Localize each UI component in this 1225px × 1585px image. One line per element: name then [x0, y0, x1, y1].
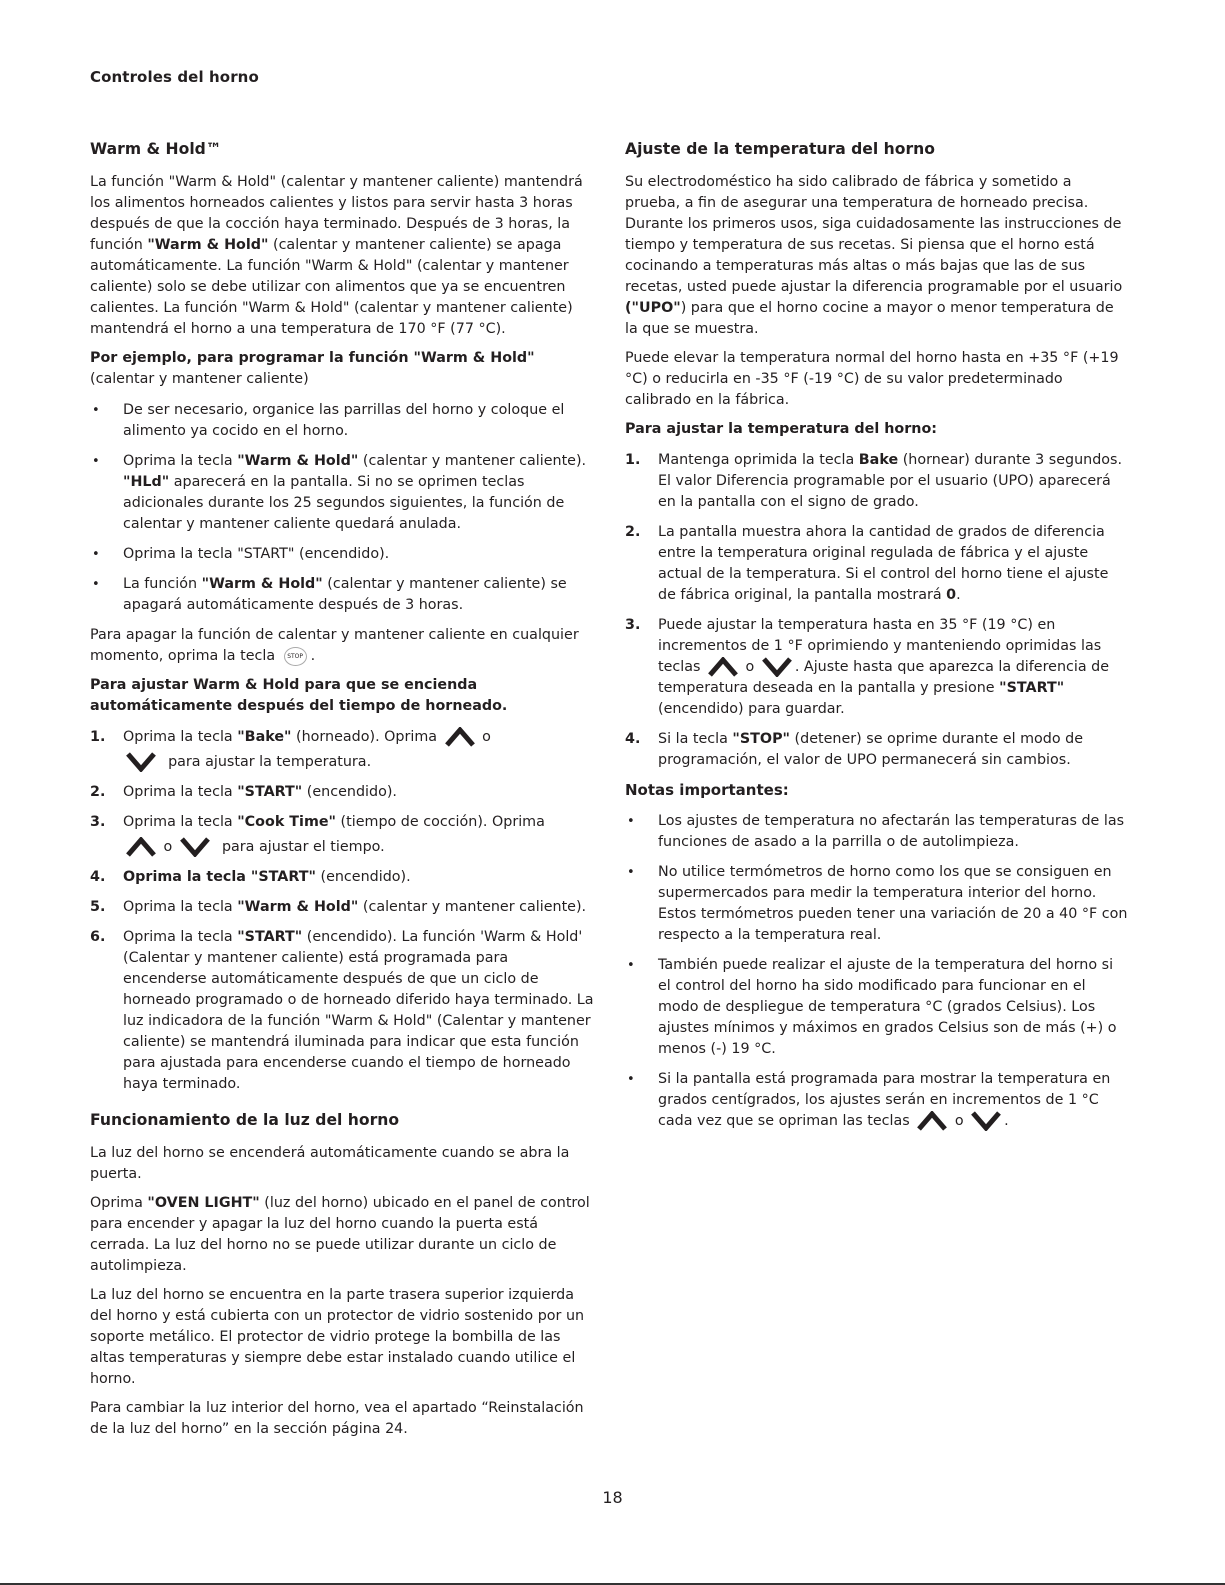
list-item: 3. Oprima la tecla "Cook Time" (tiempo de cocción). Oprima o para ajustar el tiempo. [90, 814, 545, 855]
list-item: • Oprima la tecla "START" (encendido). [90, 544, 596, 565]
temp-paragraph: Puede elevar la temperatura normal del horno hasta en +35 °F (+19 °C) o reducirla en -35 °F (-19 °C) de su valor predeterminado calibrado en la fábrica. [625, 350, 1119, 408]
auto-lead: Para ajustar Warm & Hold para que se encienda automáticamente después del tiempo de horneado. [90, 677, 508, 714]
list-item: • También puede realizar el ajuste de la temperatura del horno si el control del horno ha sido modificado para funcionar en el modo de despliegue de temperatura °C (grados Celsius). Los ajustes mínimos y máximos en grados Celsius son de más (+) o menos (-) 19 °C. [625, 955, 1130, 1060]
temp-lead: Para ajustar la temperatura del horno: [625, 421, 938, 437]
list-item: • Si la pantalla está programada para mostrar la temperatura en grados centígrados, los ajustes serán en incrementos de 1 °C cada vez que se opriman las teclas o . [625, 1069, 1130, 1132]
left-column [90, 138, 596, 1448]
oven-light-title: Funcionamiento de la luz del horno [90, 1111, 400, 1129]
down-arrow-icon [180, 837, 210, 857]
up-arrow-icon [708, 657, 738, 677]
list-item: 4. Si la tecla "STOP" (detener) se oprime durante el modo de programación, el valor de UPO permanecerá sin cambios. [625, 731, 1084, 768]
warm-hold-intro: La función "Warm & Hold" (calentar y mantener caliente) mantendrá los alimentos horneados calientes y listos para servir hasta 3 horas después de que la cocción haya terminado. Después de 3 horas, la función "Warm & Hold" (calentar y mantener caliente) se apaga automáticamente. La función "Warm & Hold" (calentar y mantener caliente) solo se debe utilizar con alimentos que ya se encuentren calientes. La función "Warm & Hold" (calentar y mantener caliente) mantendrá el horno a una temperatura de 170 °F (77 °C). [90, 174, 583, 337]
auto-steps [90, 727, 596, 1095]
stop-key-icon: STOP [284, 647, 307, 666]
list-item: 2. Oprima la tecla "START" (encendido). [90, 784, 397, 800]
warm-hold-bullets [90, 400, 596, 616]
page-number: 18 [602, 1488, 623, 1507]
example-lead: Por ejemplo, para programar la función "Warm & Hold" (calentar y mantener caliente) [90, 350, 535, 387]
light-paragraph: La luz del horno se encuentra en la parte trasera superior izquierda del horno y está cubierta con un protector de vidrio sostenido por un soporte metálico. El protector de vidrio protege la bombilla de las altas temperaturas y siempre debe estar instalado cuando utilice el horno. [90, 1287, 585, 1387]
temp-paragraph: Su electrodoméstico ha sido calibrado de fábrica y sometido a prueba, a fin de asegurar una temperatura de horneado precisa. Durante los primeros usos, siga cuidadosamente las instrucciones de tiempo y temperatura de sus recetas. Si piensa que el horno está cocinando a temperaturas más altas o más bajas que las de sus recetas, usted puede ajustar la diferencia programable por el usuario ("UPO") para que el horno cocine a mayor o menor temperatura de la que se muestra. [625, 174, 1123, 337]
up-arrow-icon [445, 727, 475, 747]
temp-adjust-title: Ajuste de la temperatura del horno [625, 140, 935, 158]
list-item: • La función "Warm & Hold" (calentar y mantener caliente) se apagará automáticamente después de 3 horas. [90, 574, 596, 616]
down-arrow-icon [971, 1111, 1001, 1131]
list-item: • No utilice termómetros de horno como los que se consiguen en supermercados para medir la temperatura interior del horno. Estos termómetros pueden tener una variación de 20 a 40 °F con respecto a la temperatura real. [625, 862, 1130, 946]
light-paragraph: Para cambiar la luz interior del horno, vea el apartado “Reinstalación de la luz del horno” en la sección página 24. [90, 1400, 584, 1437]
down-arrow-icon [762, 657, 792, 677]
list-item: 3. Puede ajustar la temperatura hasta en 35 °F (19 °C) en incrementos de 1 °F oprimiendo y manteniendo oprimidas las teclas o . Ajuste hasta que aparezca la diferencia de temperatura deseada en la pantalla y presione "START" (encendido) para guardar. [625, 617, 1110, 717]
right-column [625, 138, 1130, 1141]
section-header: Controles del horno [90, 68, 259, 86]
list-item: 1. Mantenga oprimida la tecla Bake (hornear) durante 3 segundos. El valor Diferencia programable por el usuario (UPO) aparecerá en la pantalla con el signo de grado. [625, 452, 1123, 510]
notes-list [625, 811, 1130, 1132]
list-item: • Oprima la tecla "Warm & Hold" (calentar y mantener caliente). "HLd" aparecerá en la pantalla. Si no se oprimen teclas adicionales durante los 25 segundos siguientes, la función de calentar y mantener caliente quedará anulada. [90, 451, 596, 535]
down-arrow-icon [126, 752, 156, 772]
list-item: 6. Oprima la tecla "START" (encendido). La función 'Warm & Hold' (Calentar y mantener caliente) está programada para encenderse automáticamente después de que un ciclo de horneado programado o de horneado diferido haya terminado. La luz indicadora de la función "Warm & Hold" (Calentar y mantener caliente) se mantendrá iluminada para indicar que esta función para ajustada para encenderse cuando el tiempo de horneado haya terminado. [90, 929, 594, 1092]
light-paragraph: La luz del horno se encenderá automáticamente cuando se abra la puerta. [90, 1145, 570, 1182]
list-item: 1. Oprima la tecla "Bake" (horneado). Oprima o para ajustar la temperatura. [90, 729, 491, 770]
warm-hold-title: Warm & Hold™ [90, 140, 222, 158]
cancel-paragraph: Para apagar la función de calentar y mantener caliente en cualquier momento, oprima la tecla STOP . [90, 627, 579, 664]
light-paragraph: Oprima "OVEN LIGHT" (luz del horno) ubicado en el panel de control para encender y apagar la luz del horno cuando la puerta está cerrada. La luz del horno no se puede utilizar durante un ciclo de autolimpieza. [90, 1195, 590, 1274]
list-item: 2. La pantalla muestra ahora la cantidad de grados de diferencia entre la temperatura original regulada de fábrica y el ajuste actual de la temperatura. Si el control del horno tiene el ajuste de fábrica original, la pantalla mostrará 0. [625, 524, 1109, 603]
up-arrow-icon [917, 1111, 947, 1131]
list-item: 5. Oprima la tecla "Warm & Hold" (calentar y mantener caliente). [90, 899, 587, 915]
list-item: • De ser necesario, organice las parrillas del horno y coloque el alimento ya cocido en el horno. [90, 400, 596, 442]
list-item: • Los ajustes de temperatura no afectarán las temperaturas de las funciones de asado a la parrilla o de autolimpieza. [625, 811, 1130, 853]
notes-title: Notas importantes: [625, 781, 789, 799]
up-arrow-icon [126, 837, 156, 857]
list-item: 4. Oprima la tecla "START" (encendido). [90, 869, 411, 885]
temp-steps [625, 450, 1130, 771]
